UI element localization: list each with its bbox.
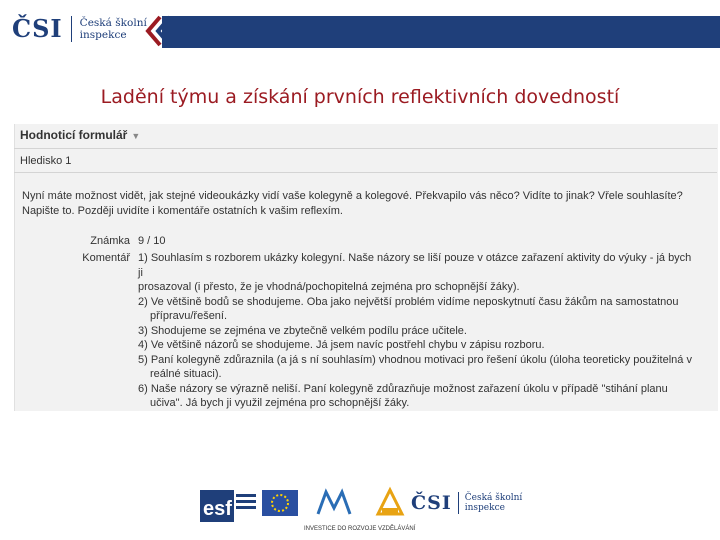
- comment-label: Komentář: [82, 252, 130, 264]
- comment-line: přípravu/řešení.: [150, 310, 228, 322]
- divider: [14, 148, 717, 149]
- logo-mark: ČSI: [411, 492, 452, 514]
- logo-line1: Česká školní: [79, 16, 147, 29]
- grade-label: Známka: [90, 235, 130, 247]
- header-bar: [0, 0, 720, 50]
- eu-flag-icon: [262, 490, 298, 516]
- slide-title: Ladění týmu a získání prvních reflektivních dovedností: [100, 86, 620, 108]
- grade-value: 9 / 10: [138, 235, 166, 247]
- footer-logos: [196, 484, 536, 534]
- prompt-text: Nyní máte možnost vidět, jak stejné videoukázky vidí vaše kolegyně a kolegové. Překvapilo vás něco? Vidíte to jinak? Vřele souhlasíte? Napište to. Později uvidíte i komentáře ostatních k vašim reflexím.: [22, 190, 683, 217]
- comment-line: 5) Paní kolegyně zdůraznila (a já s ní souhlasím) vhodnou motivaci pro řešení úkolu (úloha teoreticky použitelná v: [138, 353, 692, 366]
- header-band: [162, 16, 720, 48]
- esf-icon: [200, 490, 256, 522]
- comment-line: 3) Shodujeme se zejména ve zbytečně velkém podílu práce učitele.: [138, 324, 467, 337]
- csi-footer-logo: [411, 492, 522, 514]
- esf-logo: [200, 490, 256, 522]
- logo-mark: ČSI: [12, 14, 63, 43]
- logo-divider: [71, 16, 72, 42]
- comment-line: 1) Souhlasím s rozborem ukázky kolegyní. Naše názory se liší pouze v otázce zařazení aktivity do výuky - já bych ji: [138, 252, 692, 279]
- comment-line: 2) Ve většině bodů se shodujeme. Oba jako největší problém vidíme neposkytnutí času žákům na samostatnou: [138, 295, 679, 308]
- comment-line: 6) Naše názory se výrazně neliší. Paní kolegyně zdůrazňuje možnost zařazení úkolu v případě "stihání planu: [138, 382, 668, 395]
- logo-text: [465, 493, 523, 513]
- comment-line: prosazoval (i přesto, že je vhodná/pochopitelná zejména pro schopnější žáky).: [138, 281, 520, 293]
- comment-line: 4) Ve většině názorů se shodujeme. Já jsem navíc postřehl chybu v zápisu rozboru.: [138, 339, 545, 351]
- esf-text: esf: [203, 498, 232, 520]
- csi-logo: [12, 14, 147, 43]
- investment-text: INVESTICE DO ROZVOJE VZDĚLÁVÁNÍ: [304, 526, 416, 532]
- op-logo-icon: [372, 486, 408, 520]
- comment-line: učiva". Já bych ji využil zejména pro schopnější žáky.: [150, 397, 410, 409]
- logo-text: [80, 17, 147, 41]
- logo-divider: [458, 492, 459, 514]
- form-header[interactable]: [20, 128, 140, 142]
- logo-line2: inspekce: [79, 28, 127, 41]
- logo-line2: inspekce: [464, 503, 505, 513]
- comment-line: reálné situaci).: [150, 368, 222, 380]
- section-label: Hledisko 1: [20, 155, 72, 167]
- divider: [14, 172, 717, 173]
- dropdown-caret-icon[interactable]: ▼: [131, 131, 141, 141]
- comment-text: [138, 251, 698, 411]
- msmt-logo-icon: [316, 488, 352, 518]
- form-header-label: Hodnoticí formulář: [20, 128, 128, 142]
- logo-line1: Česká školní: [464, 493, 523, 503]
